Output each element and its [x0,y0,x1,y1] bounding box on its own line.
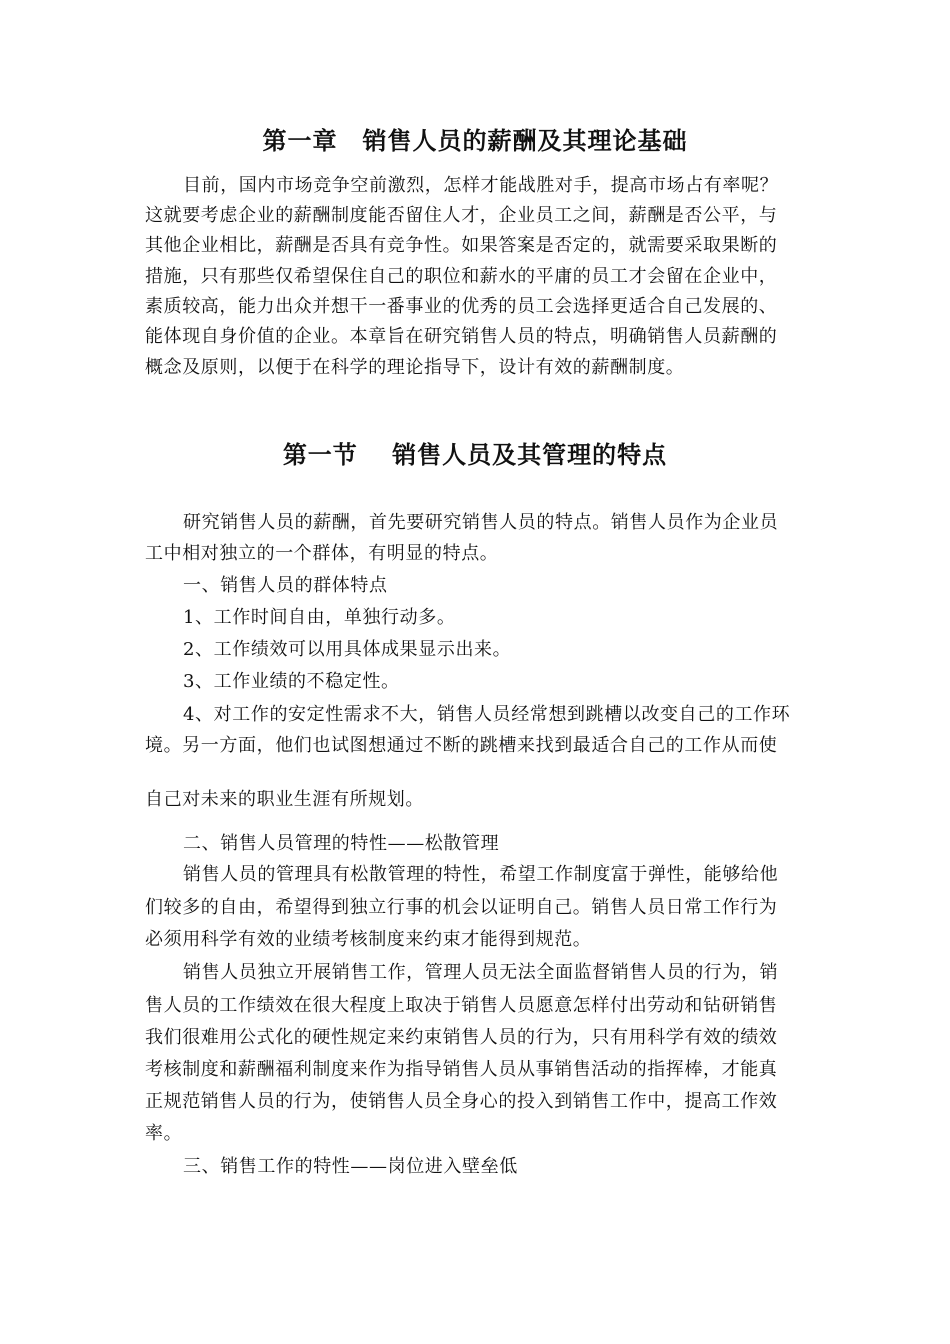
paragraph-line: 目前，国内市场竞争空前激烈，怎样才能战胜对手，提高市场占有率呢？ [183,175,779,196]
list-item: 4、对工作的安定性需求不大，销售人员经常想到跳槽以改变自己的工作环 [183,704,791,725]
list-item: 1、工作时间自由，单独行动多。 [183,607,456,628]
paragraph-line: 销售人员独立开展销售工作，管理人员无法全面监督销售人员的行为，销 [183,962,779,983]
paragraph-line: 正规范销售人员的行为，使销售人员全身心的投入到销售工作中，提高工作效 [145,1091,778,1112]
paragraph-line: 素质较高，能力出众并想干一番事业的优秀的员工会选择更适合自己发展的、 [145,296,778,317]
list-heading: 三、销售工作的特性——岗位进入壁垒低 [183,1156,518,1177]
paragraph-line: 研究销售人员的薪酬，首先要研究销售人员的特点。销售人员作为企业员 [183,512,779,533]
section-title: 第一节 销售人员及其管理的特点 [282,440,668,469]
chapter-title: 第一章 销售人员的薪酬及其理论基础 [262,126,688,155]
paragraph-line: 其他企业相比，薪酬是否具有竞争性。如果答案是否定的，就需要采取果断的 [145,235,778,256]
paragraph-line: 考核制度和薪酬福利制度来作为指导销售人员从事销售活动的指挥棒，才能真 [145,1059,778,1080]
paragraph-line: 必须用科学有效的业绩考核制度来约束才能得到规范。 [145,929,592,950]
list-heading: 二、销售人员管理的特性——松散管理 [183,833,500,854]
paragraph-line: 自己对未来的职业生涯有所规划。 [145,789,424,810]
paragraph-line: 工中相对独立的一个群体，有明显的特点。 [145,543,499,564]
paragraph-line: 率。 [145,1123,183,1144]
paragraph-line: 售人员的工作绩效在很大程度上取决于销售人员愿意怎样付出劳动和钻研销售 [145,995,778,1016]
list-item: 2、工作绩效可以用具体成果显示出来。 [183,639,512,660]
paragraph-line: 们较多的自由，希望得到独立行事的机会以证明自己。销售人员日常工作行为 [145,897,778,918]
paragraph-line: 销售人员的管理具有松散管理的特性，希望工作制度富于弹性，能够给他 [183,864,779,885]
paragraph-line: 我们很难用公式化的硬性规定来约束销售人员的行为，只有用科学有效的绩效 [145,1027,778,1048]
list-heading: 一、销售人员的群体特点 [183,575,388,596]
paragraph-line: 这就要考虑企业的薪酬制度能否留住人才，企业员工之间，薪酬是否公平，与 [145,205,778,226]
paragraph-line: 概念及原则，以便于在科学的理论指导下，设计有效的薪酬制度。 [145,357,685,378]
paragraph-line: 能体现自身价值的企业。本章旨在研究销售人员的特点，明确销售人员薪酬的 [145,326,778,347]
paragraph-line: 境。另一方面，他们也试图想通过不断的跳槽来找到最适合自己的工作从而使 [145,735,778,756]
paragraph-line: 措施，只有那些仅希望保住自己的职位和薪水的平庸的员工才会留在企业中， [145,266,778,287]
list-item: 3、工作业绩的不稳定性。 [183,671,400,692]
